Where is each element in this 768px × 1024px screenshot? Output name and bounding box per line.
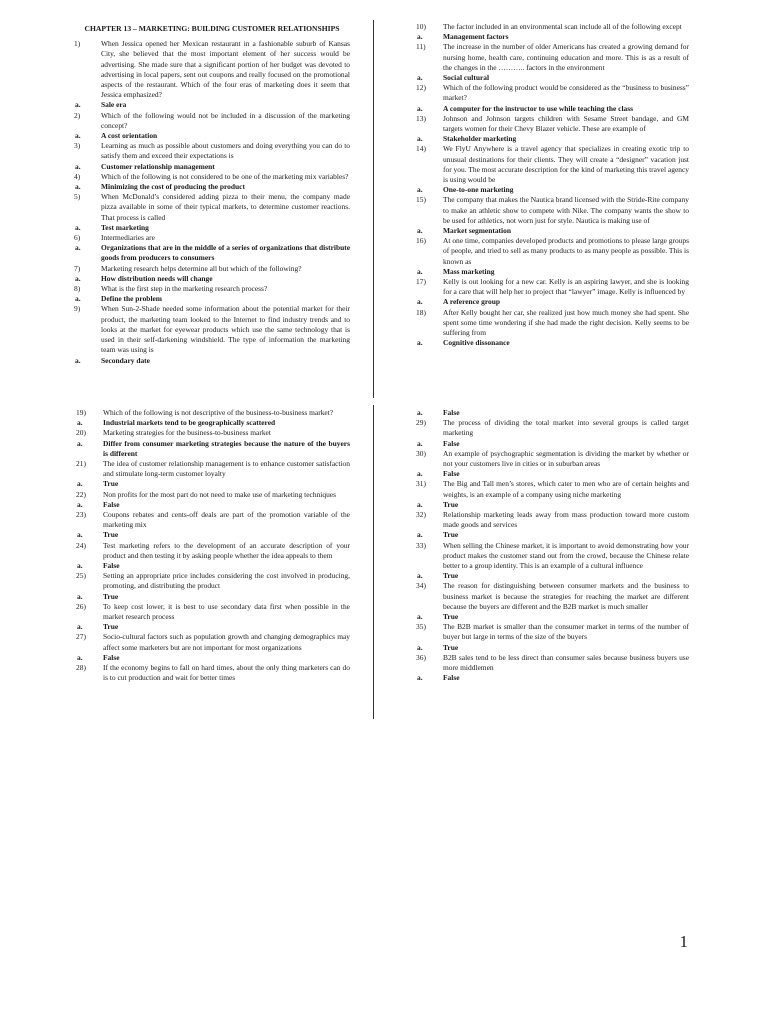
column-divider-bottom (373, 405, 374, 719)
question-text: When McDonald’s considered adding pizza to their menu, the company made pizza available in some of their typical markets, to determine customer reactions. That process is called (101, 192, 350, 222)
question-text: When Jessica opened her Mexican restaurant in a fashionable suburb of Kansas City, she believed that the most important element of her success would be advertising. She made sure that a significant portion of her budget was devoted to advertising in local papers, sent out coupons and really focused on the promotional aspects of the restaurant. Which of the four eras of marketing does it seem that Jessica emphasized? (101, 39, 350, 100)
question-number: 12) (416, 83, 426, 93)
answer-line (74, 223, 350, 233)
answer-marker: a. (417, 226, 423, 236)
question-text: The B2B market is smaller than the consumer market in terms of the number of buyer but large in terms of the size of the buyers (443, 622, 689, 642)
question-number: 18) (416, 307, 426, 317)
question-number: 17) (416, 277, 426, 287)
answer-line (416, 612, 689, 622)
column-divider-top (373, 20, 374, 398)
question-line (416, 622, 689, 642)
question-text: Marketing strategies for the business-to-business market (103, 428, 271, 438)
answer-marker: a. (77, 561, 83, 571)
answer-line (416, 530, 689, 540)
answer-text: Secondary date (101, 355, 150, 365)
answer-line (76, 479, 350, 489)
answer-marker: a. (77, 530, 83, 540)
question-number: 28) (76, 663, 86, 673)
answer-line (76, 592, 350, 602)
question-text: Intermediaries are (101, 233, 155, 243)
question-number: 16) (416, 236, 426, 246)
question-line (416, 581, 689, 612)
answer-line (76, 439, 350, 459)
answer-text: True (103, 479, 119, 489)
answer-text: A reference group (443, 297, 501, 307)
question-number: 36) (416, 652, 426, 662)
answer-marker: a. (417, 612, 423, 622)
answer-marker: a. (77, 622, 83, 632)
question-line (74, 264, 350, 274)
question-number: 23) (76, 510, 86, 520)
answer-line (416, 338, 689, 348)
question-line (416, 42, 689, 73)
answer-line (416, 226, 689, 236)
answer-text: Stakeholder marketing (443, 134, 517, 144)
answer-text: Test marketing (101, 222, 149, 232)
answer-marker: a. (417, 338, 423, 348)
answer-line (416, 673, 689, 683)
question-text: The process of dividing the total market into several groups is called target marketing (443, 418, 689, 438)
answer-marker: a. (417, 642, 423, 652)
answer-line (74, 182, 350, 192)
question-line (74, 233, 350, 243)
question-text: The Big and Tall men’s stores, which cater to men who are of certain heights and weights, is an example of a company using niche marketing (443, 479, 689, 499)
question-line (76, 408, 350, 418)
answer-text: True (443, 499, 459, 509)
question-text: The increase in the number of older Americans has created a growing demand for nursing home, health care, continuing education and more. This is as a result of the changes in the ……….. factors in the environment (443, 42, 689, 72)
answer-text: True (103, 530, 119, 540)
question-line (74, 284, 350, 294)
answer-marker: a. (417, 673, 423, 683)
answer-text: A cost orientation (101, 131, 158, 141)
question-number: 32) (416, 510, 426, 520)
question-text: Relationship marketing leads away from mass production toward more custom made goods and services (443, 510, 689, 530)
question-line (416, 308, 689, 339)
answer-text: Customer relationship management (101, 161, 215, 171)
question-text: Learning as much as possible about customers and doing everything you can do to satisfy them and exceed their expectations is (101, 141, 350, 161)
question-list (416, 22, 689, 349)
answer-marker: a. (417, 73, 423, 83)
question-text: Which of the following is not considered to be one of the marketing mix variables? (101, 171, 349, 181)
answer-marker: a. (75, 100, 81, 110)
question-text: What is the first step in the marketing research process? (101, 284, 268, 294)
answer-line (76, 500, 350, 510)
question-number: 9) (74, 304, 81, 314)
question-number: 33) (416, 540, 426, 550)
answer-line (74, 294, 350, 304)
answer-text: False (103, 561, 120, 571)
answer-text: Market segmentation (443, 226, 511, 236)
answer-text: True (443, 530, 459, 540)
answer-marker: a. (77, 479, 83, 489)
question-line (416, 510, 689, 530)
answer-line (416, 185, 689, 195)
question-line (74, 39, 350, 100)
answer-marker: a. (417, 530, 423, 540)
question-text: Setting an appropriate price includes considering the cost involved in producing, promoting, and distributing the product (103, 571, 350, 591)
question-text: If the economy begins to fall on hard times, about the only thing marketers can do is to cut production and wait for better times (103, 663, 350, 683)
question-line (416, 277, 689, 297)
answer-marker: a. (417, 469, 423, 479)
question-line (76, 602, 350, 622)
answer-text: True (443, 642, 459, 652)
question-text: When selling the Chinese market, it is important to avoid demonstrating how your product makes the customer stand out from the crowd, because the Chinese relate better to a group identity. This is an example of a cultural influence (443, 540, 689, 571)
question-number: 20) (76, 428, 86, 438)
answer-text: False (103, 652, 120, 662)
answer-marker: a. (417, 185, 423, 195)
question-line (76, 663, 350, 683)
question-text: Coupons rebates and cents-off deals are part of the promotion variable of the marketing mix (103, 510, 350, 530)
answer-marker: a. (77, 499, 83, 509)
answer-text: Define the problem (101, 294, 163, 304)
question-text: Which of the following would not be included in a discussion of the marketing concept? (101, 110, 350, 130)
question-number: 13) (416, 113, 426, 123)
question-line (74, 192, 350, 223)
question-text: Which of the following product would be considered as the “business to business” market? (443, 83, 689, 103)
question-number: 30) (416, 448, 426, 458)
answer-line (416, 32, 689, 42)
question-number: 8) (74, 284, 81, 294)
answer-text: A computer for the instructor to use while teaching the class (443, 103, 634, 113)
question-line (74, 111, 350, 131)
question-number: 25) (76, 571, 86, 581)
question-text: Johnson and Johnson targets children with Sesame Street bandage, and GM targets women for their Chevy Blazer vehicle. These are example of (443, 113, 689, 134)
answer-line (74, 274, 350, 284)
question-line (416, 195, 689, 226)
question-line (416, 653, 689, 673)
question-number: 4) (74, 171, 81, 181)
question-number: 24) (76, 540, 86, 550)
question-number: 7) (74, 263, 81, 273)
question-line (76, 510, 350, 530)
answer-marker: a. (417, 297, 423, 307)
question-text: Socio-cultural factors such as population growth and changing demographics may affect some marketers but are not important for most organizations (103, 632, 350, 652)
question-line (76, 632, 350, 652)
answer-line (76, 622, 350, 632)
question-number: 34) (416, 581, 426, 591)
answer-line (416, 297, 689, 307)
answer-marker: a. (77, 591, 83, 601)
question-text: Marketing research helps determine all but which of the following? (101, 263, 302, 273)
question-number: 3) (74, 141, 81, 151)
answer-line (74, 100, 350, 110)
answer-line (74, 243, 350, 263)
question-list (416, 408, 689, 683)
answer-marker: a. (77, 418, 83, 428)
answer-text: False (443, 673, 460, 683)
answer-marker: a. (417, 103, 423, 113)
answer-text: True (443, 612, 459, 622)
question-text: An example of psychographic segmentation is dividing the market by whether or not your customers live in cities or in suburban areas (443, 448, 689, 469)
question-number: 19) (76, 408, 86, 417)
answer-marker: a. (417, 408, 423, 417)
question-list (74, 39, 350, 366)
answer-text: How distribution needs will change (101, 273, 213, 283)
answer-line (76, 418, 350, 428)
question-line (416, 83, 689, 103)
question-line (416, 449, 689, 469)
answer-text: Social cultural (443, 73, 490, 83)
answer-text: Management factors (443, 32, 509, 42)
answer-line (76, 653, 350, 663)
question-text: The idea of customer relationship management is to enhance customer satisfaction and stimulate long-term customer loyalty (103, 459, 350, 479)
question-number: 21) (76, 459, 86, 469)
question-number: 11) (416, 42, 426, 52)
answer-marker: a. (75, 131, 81, 141)
answer-marker: a. (417, 32, 423, 42)
answer-line (416, 643, 689, 653)
answer-text: Mass marketing (443, 266, 495, 276)
question-line (74, 141, 350, 161)
answer-marker: a. (417, 266, 423, 276)
answer-line (416, 500, 689, 510)
question-line (416, 479, 689, 499)
question-text: After Kelly bought her car, she realized just how much money she had spent. She spent some time wondering if she had made the right decision. Kelly seems to be suffering from (443, 307, 689, 338)
answer-line (416, 408, 689, 418)
question-list (76, 408, 350, 683)
question-text: When Sun-2-Shade needed some information about the potential market for their product, the marketing team looked to the Internet to find industry trends and to looks at the market for eyewear products which use the same technology that is used in their self-darkening windshield. The type of information the marketing team was using is (101, 304, 350, 355)
question-number: 10) (416, 22, 426, 31)
question-text: The factor included in an environmental scan include all of the following except (443, 22, 682, 31)
answer-line (74, 356, 350, 366)
question-number: 22) (76, 489, 86, 499)
answer-marker: a. (417, 438, 423, 448)
question-line (416, 418, 689, 438)
answer-marker: a. (417, 134, 423, 144)
block-top-left (74, 24, 350, 366)
question-line (76, 571, 350, 591)
question-line (416, 114, 689, 134)
question-line (76, 459, 350, 479)
answer-text: Differ from consumer marketing strategies because the nature of the buyers is different (103, 438, 350, 458)
answer-text: False (443, 438, 460, 448)
answer-text: True (443, 571, 459, 581)
answer-text: Sale era (101, 100, 127, 110)
page-number: 1 (679, 932, 688, 951)
answer-marker: a. (417, 571, 423, 581)
question-number: 5) (74, 192, 81, 202)
question-number: 6) (74, 233, 81, 243)
answer-marker: a. (77, 652, 83, 662)
answer-text: False (443, 408, 460, 417)
question-line (76, 541, 350, 561)
question-text: To keep cost lower, it is best to use secondary data first when possible in the market research process (103, 601, 350, 622)
question-line (416, 236, 689, 267)
question-number: 31) (416, 479, 426, 489)
answer-text: Industrial markets tend to be geographically scattered (103, 418, 276, 428)
answer-text: True (103, 591, 119, 601)
answer-text: One-to-one marketing (443, 185, 514, 195)
question-text: Non profits for the most part do not need to make use of marketing techniques (103, 489, 336, 499)
answer-line (74, 162, 350, 172)
answer-line (74, 131, 350, 141)
question-text: Which of the following is not descriptive of the business-to-business market? (103, 408, 334, 417)
answer-line (416, 104, 689, 114)
question-number: 2) (74, 110, 81, 120)
question-number: 1) (74, 39, 81, 49)
question-text: The reason for distinguishing between consumer markets and the business to business market is because the strategies for reaching the market are different because the buyers are different and the B2B market is much smaller (443, 581, 689, 611)
question-line (416, 541, 689, 572)
question-number: 35) (416, 622, 426, 632)
answer-text: Minimizing the cost of producing the product (101, 182, 245, 192)
answer-text: Cognitive dissonance (443, 338, 510, 348)
question-number: 29) (416, 418, 426, 428)
question-text: Test marketing refers to the development of an accurate description of your product and then testing it by asking people whether the idea appeals to them (103, 540, 350, 560)
answer-line (416, 134, 689, 144)
answer-marker: a. (75, 222, 81, 232)
answer-line (76, 561, 350, 571)
block-top-right (416, 22, 689, 349)
answer-marker: a. (75, 355, 81, 365)
answer-text: False (443, 469, 460, 479)
question-number: 14) (416, 144, 426, 154)
block-bottom-left (76, 408, 350, 683)
answer-line (76, 530, 350, 540)
answer-line (416, 571, 689, 581)
question-text: At one time, companies developed products and promotions to please large groups of people, and tried to sell as many products to as many people as possible. This is known as (443, 236, 689, 266)
question-line (76, 490, 350, 500)
answer-marker: a. (417, 499, 423, 509)
answer-marker: a. (75, 273, 81, 283)
answer-marker: a. (75, 161, 81, 171)
answer-text: False (103, 499, 120, 509)
question-text: Kelly is out looking for a new car. Kelly is an aspiring lawyer, and she is looking for a care that will help her to project that “lawyer” image. Kelly is influenced by (443, 277, 689, 297)
question-number: 26) (76, 601, 86, 611)
question-text: The company that makes the Nautica brand licensed with the Stride-Rite company to make an athletic show to compete with Nike. The company wants the show to be used for athletics, not worn just for style. Nautica is making use of (443, 195, 689, 225)
question-line (76, 428, 350, 438)
answer-marker: a. (77, 438, 83, 448)
answer-line (416, 439, 689, 449)
answer-marker: a. (75, 294, 81, 304)
answer-text: Organizations that are in the middle of a series of organizations that distribute goods from producers to consumers (101, 243, 351, 263)
answer-marker: a. (75, 182, 81, 192)
question-line (74, 172, 350, 182)
question-text: We FlyU Anywhere is a travel agency that specializes in creating exotic trip to unusual destinations for their clients. They will create a “designer” vacation just for you. The most accurate description for the kind of marketing this travel agency is using would be (443, 144, 689, 185)
answer-text: True (103, 622, 119, 632)
answer-marker: a. (75, 243, 81, 253)
question-number: 27) (76, 632, 86, 642)
answer-line (416, 267, 689, 277)
chapter-title: CHAPTER 13 – MARKETING: BUILDING CUSTOMER RELATIONSHIPS (84, 24, 340, 33)
question-text: B2B sales tend to be less direct than consumer sales because business buyers use more middlemen (443, 652, 689, 673)
question-line (416, 22, 689, 32)
question-number: 15) (416, 195, 426, 205)
answer-line (416, 73, 689, 83)
block-bottom-right (416, 408, 689, 683)
answer-line (416, 469, 689, 479)
question-line (416, 144, 689, 185)
question-line (74, 304, 350, 355)
